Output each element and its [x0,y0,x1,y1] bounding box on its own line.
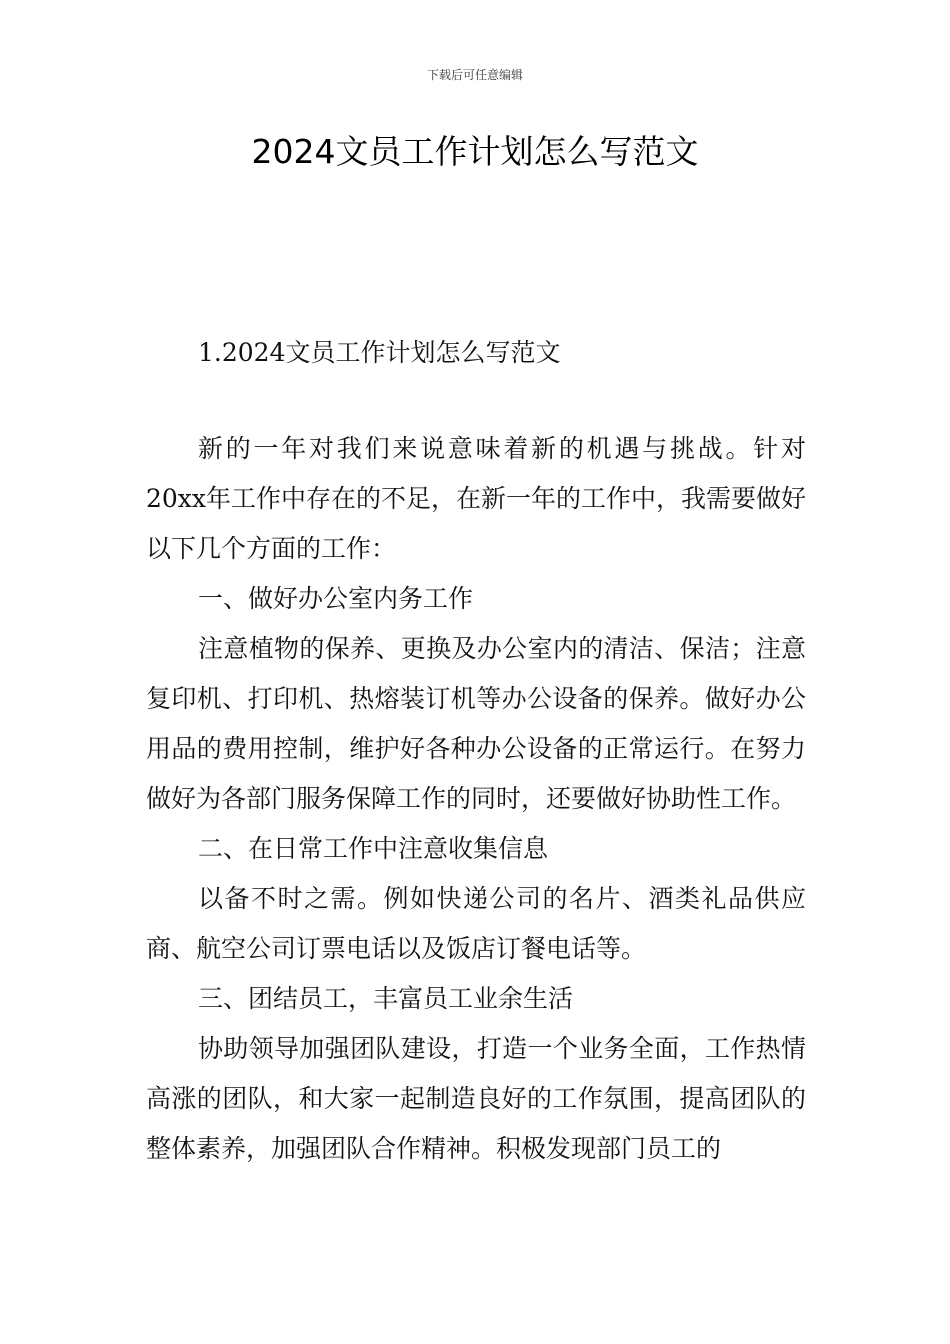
paragraph-3: 协助领导加强团队建设，打造一个业务全面，工作热情高涨的团队，和大家一起制造良好的工作氛围，提高团队的整体素养，加强团队合作精神。积极发现部门员工的 [146,1034,806,1163]
subheading-3: 三、团结员工，丰富员工业余生活 [198,984,574,1013]
subheading-2: 二、在日常工作中注意收集信息 [198,834,549,863]
subheading-1: 一、做好办公室内务工作 [198,584,474,613]
document-body [146,424,806,1174]
paragraph-1: 注意植物的保养、更换及办公室内的清洁、保洁；注意复印机、打印机、热熔装订机等办公设备的保养。做好办公用品的费用控制，维护好各种办公设备的正常运行。在努力做好为各部门服务保障工作的同时，还要做好协助性工作。 [146,634,806,813]
intro-paragraph: 新的一年对我们来说意味着新的机遇与挑战。针对20xx年工作中存在的不足，在新一年的工作中，我需要做好以下几个方面的工作： [146,434,807,563]
section-heading: 1.2024文员工作计划怎么写范文 [198,338,561,367]
header-note: 下载后可任意编辑 [426,68,523,82]
paragraph-2: 以备不时之需。例如快递公司的名片、酒类礼品供应商、航空公司订票电话以及饭店订餐电话等。 [146,884,806,963]
document-title: 2024文员工作计划怎么写范文 [251,132,699,171]
